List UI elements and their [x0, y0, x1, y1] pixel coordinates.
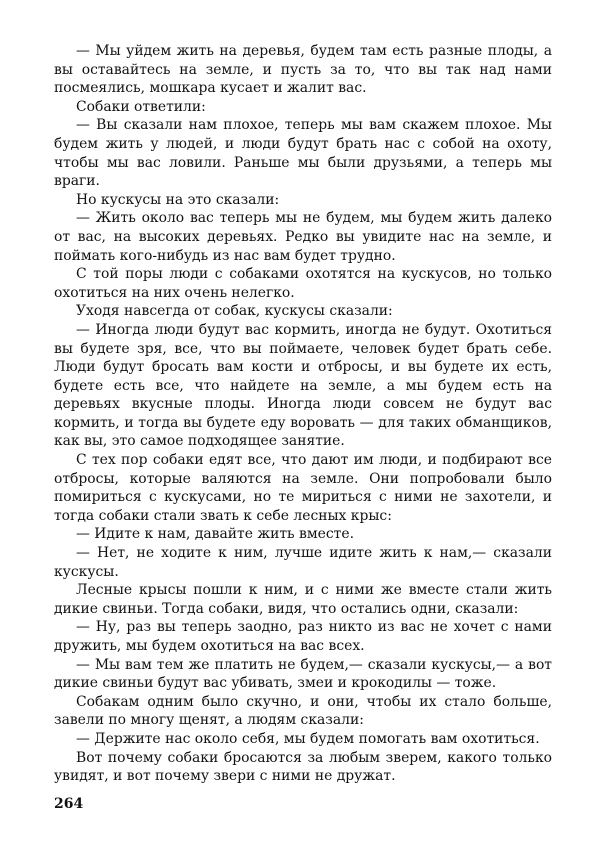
paragraph: — Мы уйдем жить на деревья, будем там есть разные плоды, а вы оставайтесь на земле, и пусть за то, что вы так над нами посмеялись, мошкара кусает и жалит вас. — [54, 43, 552, 97]
paragraph: Уходя навсегда от собак, кускусы сказали: — [76, 303, 393, 320]
paragraph: Но кускусы на это сказали: — [76, 191, 280, 208]
paragraph: Вот почему собаки бросаются за любым зверем, какого только увидят, и вот почему звери с ними не дружат. — [54, 749, 552, 785]
paragraph: — Иногда люди будут вас кормить, иногда не будут. Охотиться вы будете зря, все, что вы поймаете, человек будет брать себе. Люди будут бросать вам кости и отбросы, и вы будете их есть, будете есть все, что найдете на земле, а мы будем есть на деревьях вкусные плоды. Иногда люди совсем не будут вас кормить, и тогда вы будете еду воровать — для таких обманщиков, как вы, это самое подходящее занятие. — [54, 321, 552, 450]
paragraph: — Жить около вас теперь мы не будем, мы будем жить далеко от вас, на высоких деревьях. Редко вы увидите нас на земле, и поймать кого-нибудь из нас вам будет трудно. — [54, 210, 552, 264]
paragraph: Лесные крысы пошли к ним, и с ними же вместе стали жить дикие свиньи. Тогда собаки, видя, что остались одни, сказали: — [54, 582, 552, 617]
paragraph: С тех пор собаки едят все, что дают им люди, и подбирают все отбросы, которые валяются на земле. Они попробовали было помириться с кускусами, но те мириться с ними не захотели, и тогда собаки стали звать к себе лесных крыс: — [54, 452, 552, 524]
paragraph: Собакам одним было скучно, и они, чтобы их стало больше, завели по многу щенят, а людям сказали: — [54, 693, 552, 729]
paragraph: — Ну, раз вы теперь заодно, раз никто из вас не хочет с нами дружить, мы будем охотиться на вас всех. — [54, 619, 552, 654]
paragraph: — Нет, не ходите к ним, лучше идите жить к нам,— сказали кускусы. — [54, 545, 552, 580]
page-number: 264 — [54, 796, 84, 812]
paragraph: — Вы сказали нам плохое, теперь мы вам скажем плохое. Мы будем жить у людей, и люди будут брать нас с собой на охоту, чтобы мы вас ловили. Раньше мы были друзьями, а теперь мы враги. — [54, 117, 552, 190]
paragraph: С той поры люди с собаками охотятся на кускусов, но только охотиться на них очень нелегко. — [54, 266, 552, 301]
paragraph: — Мы вам тем же платить не будем,— сказали кускусы,— а вот дикие свиньи будут вас убивать, змеи и крокодилы — тоже. — [54, 656, 552, 692]
paragraph: Собаки ответили: — [76, 98, 206, 115]
page-body — [54, 42, 552, 786]
paragraph: — Идите к нам, давайте жить вместе. — [76, 526, 354, 543]
paragraph: — Держите нас около себя, мы будем помогать вам охотиться. — [76, 730, 540, 747]
